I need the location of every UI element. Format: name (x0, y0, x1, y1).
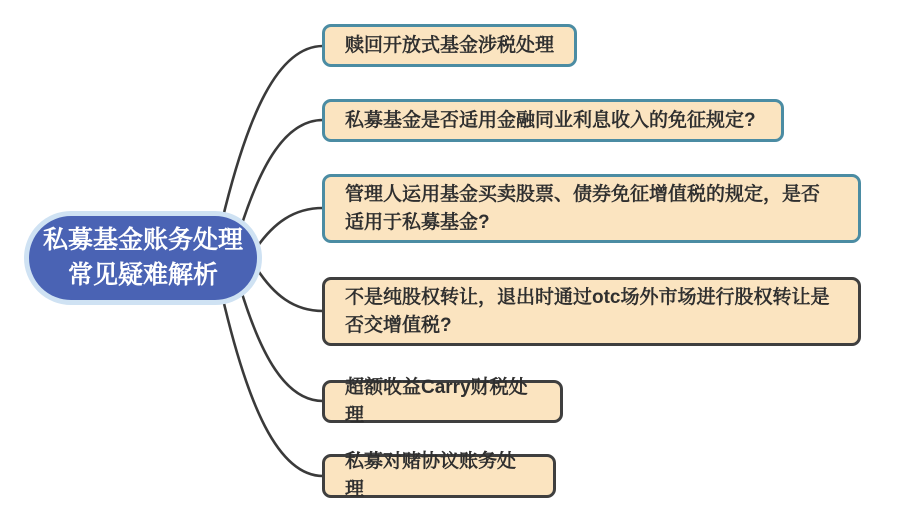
topic-node-vat-exemption-stocks-bonds[interactable] (322, 174, 861, 243)
connector-line (257, 208, 323, 247)
topic-node-interbank-interest-exemption[interactable] (322, 99, 784, 142)
topic-label: 管理人运用基金买卖股票、债券免征增值税的规定，是否适用于私募基金? (345, 183, 821, 233)
topic-label: 赎回开放式基金涉税处理 (345, 34, 555, 56)
connector-line (257, 269, 323, 311)
connector-line (240, 120, 323, 230)
topic-label: 不是纯股权转让，退出时通过otc场外市场进行股权转让是否交增值税? (345, 286, 830, 336)
root-topic-node[interactable] (24, 211, 262, 305)
topic-node-redemption-tax[interactable] (322, 24, 577, 67)
topic-label: 私募基金是否适用金融同业利息收入的免征规定? (345, 109, 756, 131)
connector-line (222, 295, 323, 476)
topic-node-bet-agreement-accounting[interactable] (322, 451, 556, 500)
topic-label: 私募对赌协议账务处理 (345, 451, 517, 500)
topic-node-carry-tax-treatment[interactable] (322, 376, 563, 426)
topic-label: 超额收益Carry财税处理 (345, 376, 528, 426)
connector-line (222, 46, 323, 221)
root-topic-label: 私募基金账务处理常见疑难解析 (42, 226, 243, 289)
connector-line (240, 287, 323, 401)
topic-node-otc-equity-transfer-vat[interactable] (322, 277, 861, 346)
